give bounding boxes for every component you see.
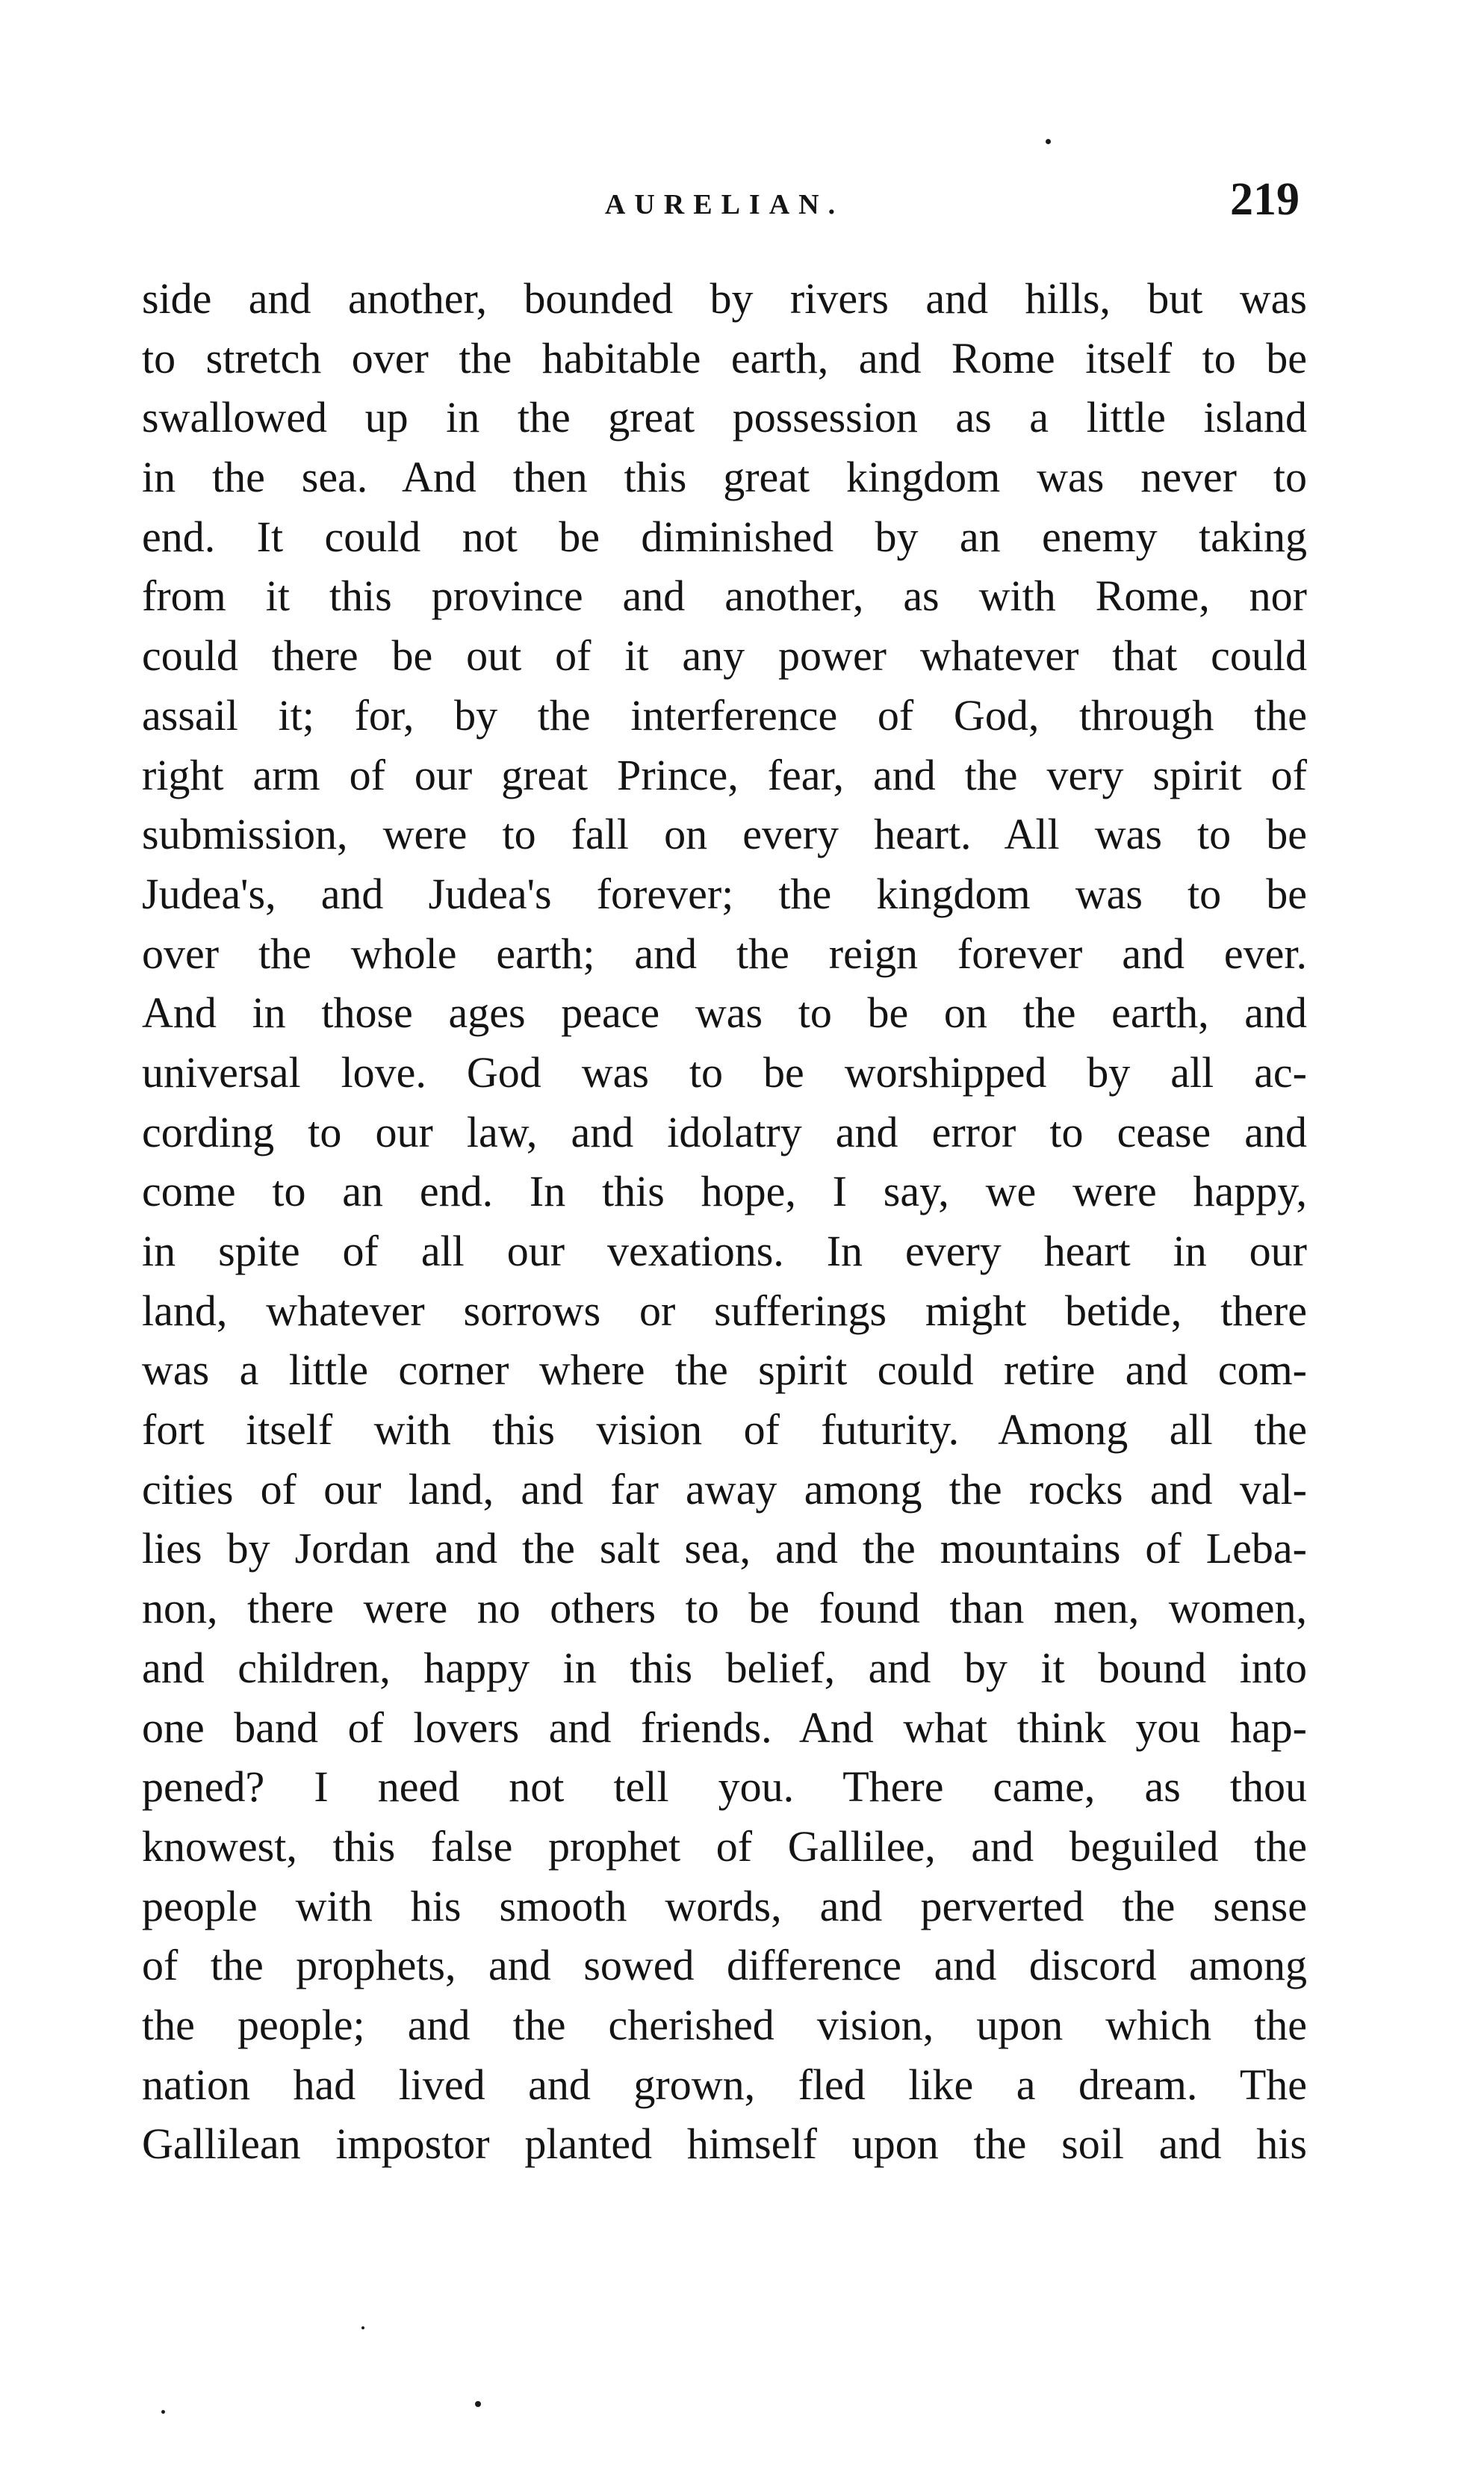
text-line: cities of our land, and far away among the rocks and val- [142,1464,1307,1514]
text-line: one band of lovers and friends. And what think you hap- [142,1703,1307,1752]
text-line: over the whole earth; and the reign forever and ever. [142,929,1307,978]
running-head: AURELIAN. [604,189,845,220]
text-line: end. It could not be diminished by an enemy taking [142,512,1307,561]
text-line: Judea's, and Judea's forever; the kingdom was to be [142,869,1307,918]
text-line: could there be out of it any power whatever that could [142,631,1307,681]
scan-speck [475,2401,481,2407]
text-line: and children, happy in this belief, and by it bound into [142,1643,1307,1692]
text-line: land, whatever sorrows or sufferings might betide, there [142,1286,1307,1335]
body-text [142,269,1307,2174]
text-line: was a little corner where the spirit could retire and com- [142,1345,1307,1395]
scan-speck [161,2410,165,2414]
text-line: side and another, bounded by rivers and hills, but was [142,274,1307,323]
text-line: to stretch over the habitable earth, and Rome itself to be [142,333,1307,382]
text-line: in spite of all our vexations. In every heart in our [142,1227,1307,1275]
text-line: Gallilean impostor planted himself upon the soil and his [142,2119,1307,2169]
text-line: in the sea. And then this great kingdom was never to [142,453,1307,502]
text-line: the people; and the cherished vision, upon which the [142,2000,1307,2049]
text-line: And in those ages peace was to be on the earth, and [142,988,1307,1038]
text-line: people with his smooth words, and perverted the sense [142,1881,1307,1930]
text-line: right arm of our great Prince, fear, and the very spirit of [142,750,1307,799]
scan-speck [361,2326,364,2329]
text-line: fort itself with this vision of futurity. Among all the [142,1405,1307,1455]
text-line: assail it; for, by the interference of God, through the [142,690,1307,740]
text-line: come to an end. In this hope, I say, we were happy, [142,1167,1307,1216]
text-line: knowest, this false prophet of Gallilee, and beguiled the [142,1821,1307,1871]
text-line: nation had lived and grown, fled like a dream. The [142,2060,1307,2109]
text-line: non, there were no others to be found than men, women, [142,1584,1307,1633]
text-line: swallowed up in the great possession as a little island [142,393,1307,442]
text-line: from it this province and another, as with Rome, nor [142,572,1307,621]
text-line: of the prophets, and sowed difference and discord among [142,1941,1307,1990]
text-line: universal love. God was to be worshipped by all ac- [142,1047,1307,1097]
text-line: lies by Jordan and the salt sea, and the mountains of Leba- [142,1524,1307,1573]
scan-speck [1046,139,1051,144]
text-line: submission, were to fall on every heart. All was to be [142,810,1307,859]
page-number: 219 [1230,174,1300,225]
text-line: cording to our law, and idolatry and error to cease and [142,1107,1307,1156]
page-header [142,173,1307,241]
text-line: pened? I need not tell you. There came, as thou [142,1762,1307,1812]
